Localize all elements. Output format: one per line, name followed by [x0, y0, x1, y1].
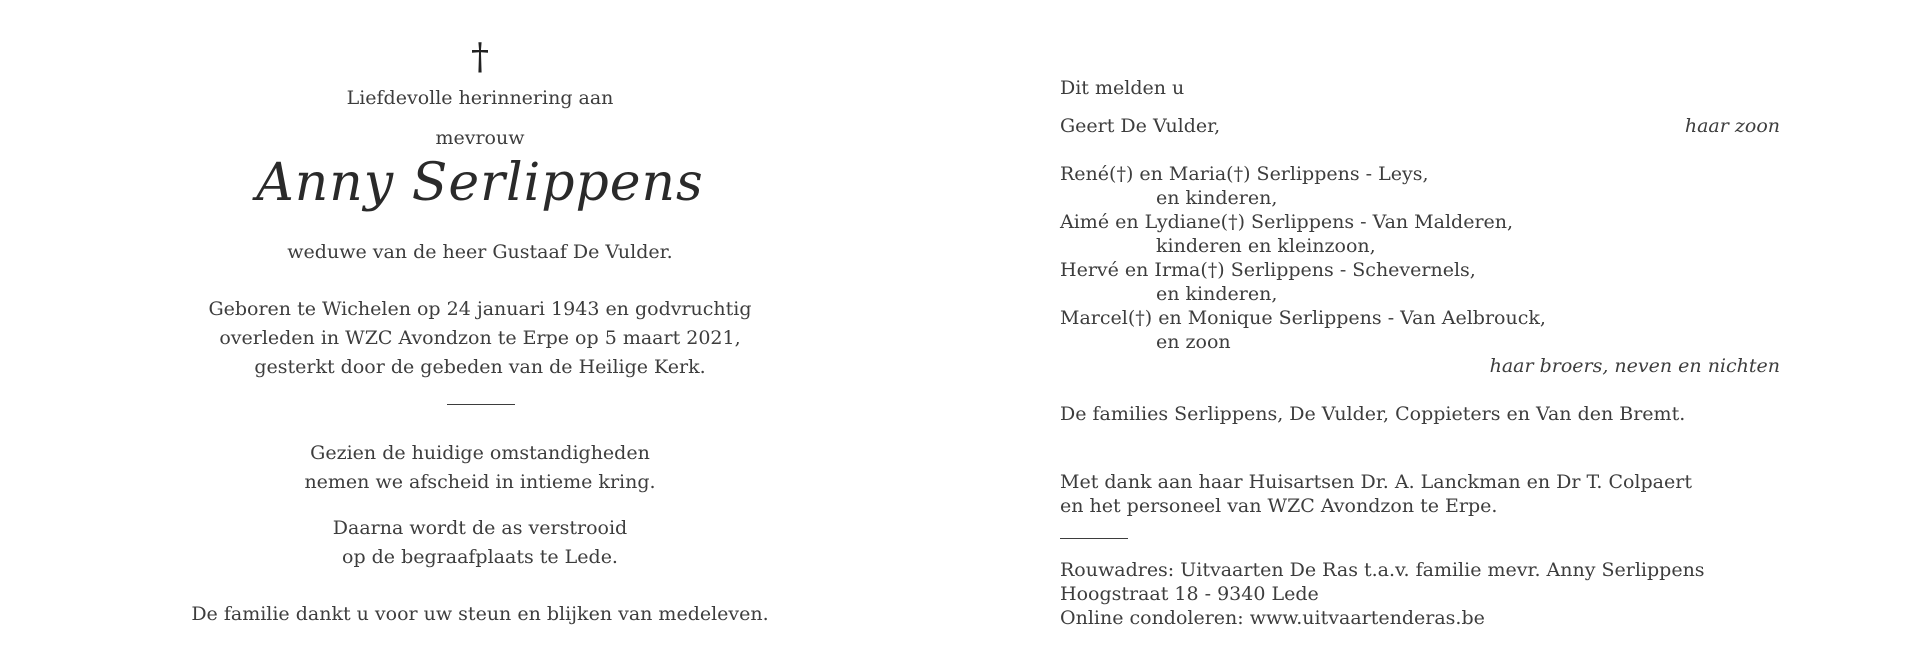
gratitude-line: en het personeel van WZC Avondzon te Erpe.	[1060, 495, 1498, 517]
thanks-line: De familie dankt u voor uw steun en blijken van medeleven.	[191, 603, 769, 625]
scattering-line: op de begraafplaats te Lede.	[342, 546, 618, 568]
family-line: Hervé en Irma(†) Serlippens - Schevernels,	[1060, 259, 1476, 281]
cross-icon: †	[471, 37, 489, 78]
left-panel	[160, 0, 800, 650]
birth-death-line: overleden in WZC Avondzon te Erpe op 5 maart 2021,	[219, 327, 741, 349]
family-line: en kinderen,	[1156, 187, 1278, 209]
honorific: mevrouw	[435, 127, 525, 149]
family-line: en kinderen,	[1156, 283, 1278, 305]
divider	[447, 404, 515, 405]
right-panel	[1060, 0, 1780, 650]
family-line: Aimé en Lydiane(†) Serlippens - Van Malderen,	[1060, 211, 1514, 233]
address-line: Rouwadres: Uitvaarten De Ras t.a.v. familie mevr. Anny Serlippens	[1060, 559, 1705, 581]
gratitude-line: Met dank aan haar Huisartsen Dr. A. Lanckman en Dr T. Colpaert	[1060, 471, 1692, 493]
family-role: haar broers, neven en nichten	[1489, 355, 1780, 377]
family-line: kinderen en kleinzoon,	[1156, 235, 1376, 257]
families-line: De families Serlippens, De Vulder, Coppieters en Van den Bremt.	[1060, 403, 1686, 425]
farewell-line: nemen we afscheid in intieme kring.	[304, 471, 656, 493]
widow-line: weduwe van de heer Gustaaf De Vulder.	[287, 241, 673, 263]
deceased-name: Anny Serlippens	[256, 153, 704, 213]
family-line: en zoon	[1156, 331, 1231, 353]
family-line: René(†) en Maria(†) Serlippens - Leys,	[1060, 163, 1429, 185]
scattering-line: Daarna wordt de as verstrooid	[332, 517, 628, 539]
birth-death-line: Geboren te Wichelen op 24 januari 1943 en godvruchtig	[208, 298, 752, 320]
intro-line: Liefdevolle herinnering aan	[346, 87, 614, 109]
divider	[1060, 538, 1128, 539]
son-name: Geert De Vulder,	[1060, 115, 1221, 137]
address-line: Online condoleren: www.uitvaartenderas.be	[1060, 607, 1485, 629]
son-role: haar zoon	[1684, 115, 1780, 137]
announce-line: Dit melden u	[1060, 77, 1185, 99]
farewell-line: Gezien de huidige omstandigheden	[310, 442, 650, 464]
family-line: Marcel(†) en Monique Serlippens - Van Aelbrouck,	[1060, 307, 1546, 329]
address-line: Hoogstraat 18 - 9340 Lede	[1060, 583, 1319, 605]
birth-death-line: gesterkt door de gebeden van de Heilige Kerk.	[254, 356, 706, 378]
